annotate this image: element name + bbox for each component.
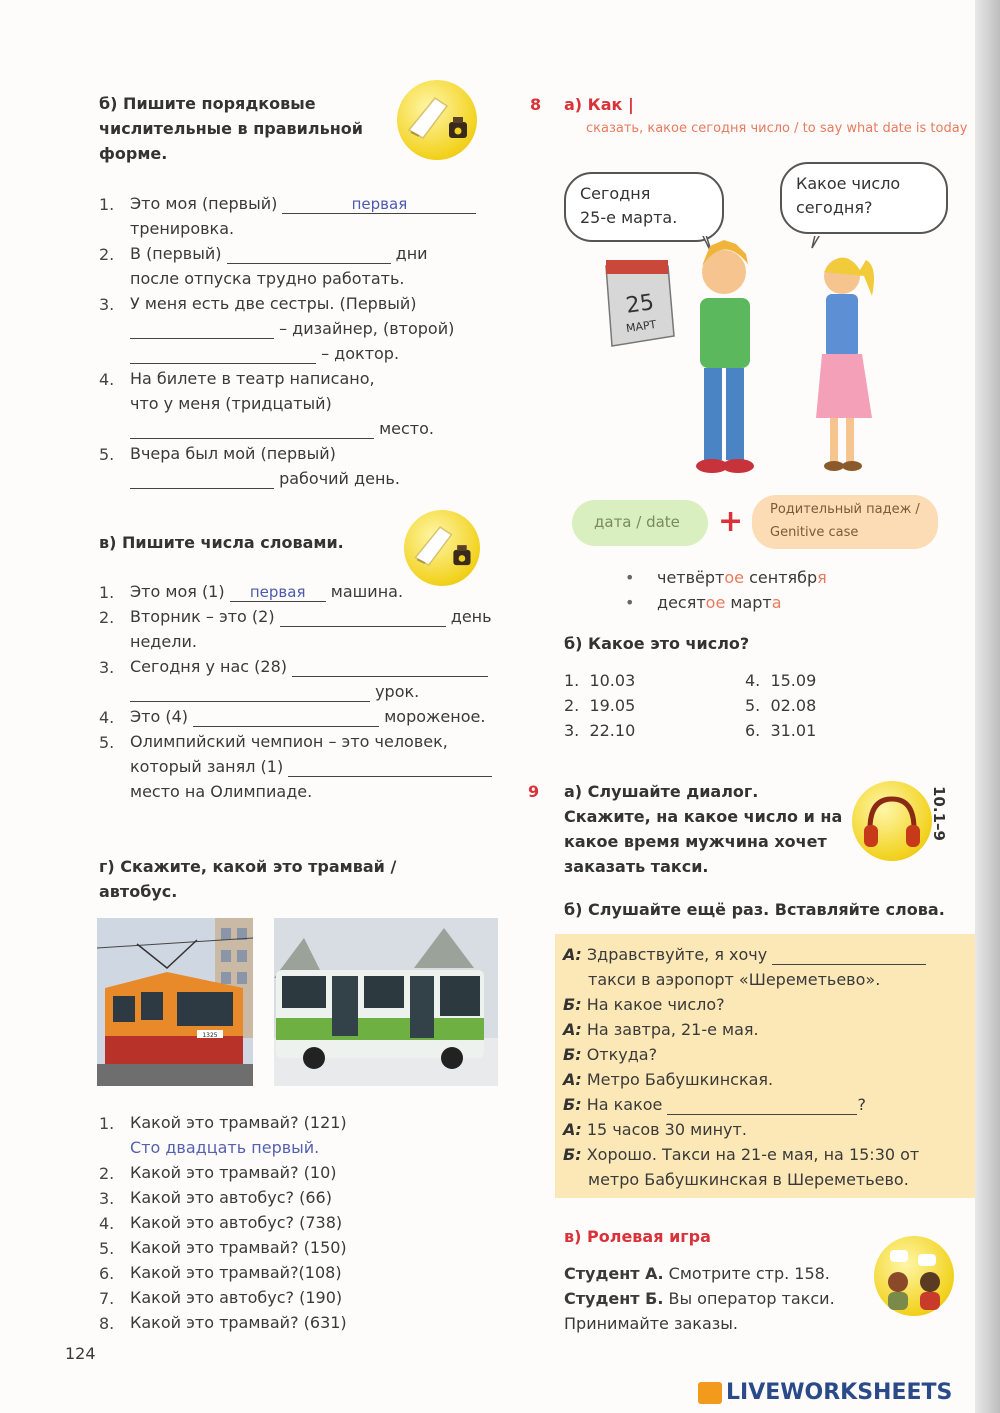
dialog-text: На какое число? (586, 995, 725, 1014)
dialog-speaker: А: (563, 1120, 582, 1139)
ex-b-item-5-line-2 (130, 466, 400, 491)
plus-sign: + (718, 504, 744, 539)
dialog-speaker: А: (563, 945, 582, 964)
date-item-6-number: 6. (745, 721, 761, 740)
ex-v-item-4-tail: мороженое. (379, 707, 486, 726)
speech-bubble-girl-line-2: сегодня? (796, 198, 873, 217)
ex-b-item-3-input-2[interactable] (130, 345, 316, 364)
dialog-speaker: Б: (563, 1095, 582, 1114)
ex-v-item-5-line-2 (130, 754, 492, 779)
dialog-line-6 (563, 1067, 773, 1092)
dialog-line-7 (563, 1092, 866, 1117)
page-number: 124 (65, 1344, 96, 1363)
ex8-subtitle: сказать, какое сегодня число / to say what date is today (586, 121, 968, 136)
bullet: • (625, 568, 635, 587)
illustration-boy-girl-calendar (596, 236, 896, 486)
role-c: Принимайте заказы. (564, 1314, 738, 1333)
ex-v-item-3-input-1[interactable] (292, 658, 488, 677)
dialog-line-10: метро Бабушкинская в Шереметьево. (588, 1170, 909, 1189)
pen-and-ink-icon (397, 80, 477, 160)
liveworksheets-wordmark: LIVEWORKSHEETS (726, 1380, 953, 1405)
role-a-text: Смотрите стр. 158. (663, 1264, 830, 1283)
example-2-ending-2: а (771, 593, 782, 612)
dialog-text: 15 часов 30 минут. (586, 1120, 747, 1139)
audio-track-number: 10.1–9 (930, 786, 948, 841)
ex-b-item-5-number: 5. (99, 445, 115, 464)
date-item-5-number: 5. (745, 696, 761, 715)
tram-photo (97, 918, 253, 1086)
ex-v-item-3 (130, 654, 488, 679)
ex-b-title-line-3: форме. (99, 144, 168, 163)
ex-v-item-1-tail: машина. (325, 582, 404, 601)
speech-bubble-girl (780, 162, 948, 234)
ex-v-item-1-number: 1. (99, 583, 115, 602)
ex-g-item-1-answer: Сто двадцать первый. (130, 1138, 320, 1157)
dialog-speaker: А: (563, 1070, 582, 1089)
ex-v-item-2-tail: день (445, 607, 492, 626)
date-item-2-value: 19.05 (589, 696, 636, 715)
example-1-stem-2: сентябр (744, 568, 818, 587)
ex-b-item-4-line-1: На билете в театр написано, (130, 369, 375, 388)
ex-v-item-3-line-2 (130, 679, 419, 704)
ex-b-item-1-line-2: тренировка. (130, 219, 235, 238)
speech-bubble-boy-line-1: Сегодня (580, 184, 651, 203)
liveworksheets-logo (698, 1380, 988, 1406)
ex-g-item-4-number: 4. (99, 1214, 115, 1233)
dialog-input-1[interactable] (772, 946, 926, 965)
ex9-title-line-3: какое время мужчина хочет (564, 832, 827, 851)
ex-g-item-2-number: 2. (99, 1164, 115, 1183)
ex-g-item-4: Какой это автобус? (738) (130, 1213, 343, 1232)
ex-g-item-5-number: 5. (99, 1239, 115, 1258)
ex-g-item-8-number: 8. (99, 1314, 115, 1333)
speech-bubble-boy (564, 172, 724, 242)
date-item-6-value: 31.01 (770, 721, 817, 740)
role-play-people-icon (874, 1236, 954, 1316)
ex-g-item-6: Какой это трамвай?(108) (130, 1263, 342, 1282)
ex-v-item-1-input[interactable] (230, 583, 326, 602)
ex-g-item-1-number: 1. (99, 1114, 115, 1133)
ex-b-item-1 (130, 191, 476, 216)
ex-b-item-5-line-1: Вчера был мой (первый) (130, 444, 336, 463)
dialog-text-tail: ? (857, 1095, 866, 1114)
date-item-4-value: 15.09 (770, 671, 817, 690)
ex-b-item-3-line-1: У меня есть две сестры. (Первый) (130, 294, 417, 313)
speech-bubble-boy-line-2: 25-е марта. (580, 208, 678, 227)
pill-genitive-case (752, 495, 938, 549)
role-b (564, 1286, 835, 1311)
ex-g-title-line-1: г) Скажите, какой это трамвай / (99, 857, 397, 876)
example-2-stem-2: март (725, 593, 772, 612)
ex-b-item-2-input[interactable] (227, 245, 391, 264)
example-2 (657, 590, 782, 615)
ex-b-item-3-input-1[interactable] (130, 320, 274, 339)
ex-b-title-line-1: б) Пишите порядковые (99, 94, 316, 113)
ex-v-item-4-number: 4. (99, 708, 115, 727)
dialog-text: Метро Бабушкинская. (586, 1070, 774, 1089)
ex-g-item-8: Какой это трамвай? (631) (130, 1313, 347, 1332)
ex-v-item-1-text: Это моя (1) (130, 582, 230, 601)
ex-v-item-2-input[interactable] (280, 608, 446, 627)
dialog-text: Здравствуйте, я хочу (586, 945, 773, 964)
ex9-b-title: б) Слушайте ещё раз. Вставляйте слова. (564, 900, 945, 919)
example-2-ending: ое (705, 593, 726, 612)
ex9-title-line-4: заказать такси. (564, 857, 709, 876)
dialog-speaker: Б: (563, 1145, 582, 1164)
ex-v-item-3-input-2[interactable] (130, 683, 370, 702)
ex-b-item-2-number: 2. (99, 245, 115, 264)
ex8-b-title: б) Какое это число? (564, 634, 750, 653)
ex-v-item-5-number: 5. (99, 733, 115, 752)
ex-g-item-7: Какой это автобус? (190) (130, 1288, 343, 1307)
ex8-number: 8 (530, 95, 542, 114)
role-a-label: Студент А. (564, 1264, 664, 1283)
dialog-speaker: Б: (563, 1045, 582, 1064)
ex-v-item-2 (130, 604, 492, 629)
dialog-speaker: Б: (563, 995, 582, 1014)
calendar-day: 25 (624, 290, 656, 319)
ex-b-item-3-tail: – доктор. (316, 344, 400, 363)
bus-photo (274, 918, 498, 1086)
dialog-input-2[interactable] (667, 1096, 857, 1115)
example-1 (657, 565, 827, 590)
ex-v-item-5-input[interactable] (288, 758, 492, 777)
example-2-stem: десят (657, 593, 706, 612)
dialog-text: На какое (586, 1095, 668, 1114)
date-item-1-number: 1. (564, 671, 580, 690)
speech-bubble-girl-line-1: Какое число (796, 174, 901, 193)
dialog-text: Хорошо. Такси на 21-е мая, на 15:30 от (586, 1145, 920, 1164)
date-item-3-value: 22.10 (589, 721, 636, 740)
ex-v-title: в) Пишите числа словами. (99, 533, 344, 552)
ex9-title-line-2: Скажите, на какое число и на (564, 807, 843, 826)
pill-genitive-line-1: Родительный падеж / (770, 502, 920, 517)
pen-and-ink-icon (404, 510, 480, 586)
ex-b-item-5-tail: рабочий день. (274, 469, 400, 488)
ex-b-item-3-number: 3. (99, 295, 115, 314)
ex9-number: 9 (528, 782, 540, 801)
ex9-v-title: в) Ролевая игра (564, 1227, 711, 1246)
example-1-ending: ое (724, 568, 745, 587)
example-1-ending-2: я (817, 568, 827, 587)
role-b-text: Вы оператор такси. (663, 1289, 835, 1308)
pill-date (572, 500, 708, 546)
ex-b-item-4-input[interactable] (130, 420, 374, 439)
calendar-month: МАРТ (625, 317, 658, 336)
ex-g-item-5: Какой это трамвай? (150) (130, 1238, 347, 1257)
ex-v-item-5-text: который занял (1) (130, 757, 289, 776)
ex-v-item-2-number: 2. (99, 608, 115, 627)
date-item-5 (745, 693, 816, 718)
dialog-line-3 (563, 992, 725, 1017)
ex-v-item-3-number: 3. (99, 658, 115, 677)
date-item-1-value: 10.03 (589, 671, 636, 690)
role-a (564, 1261, 830, 1286)
pill-genitive-line-2: Genitive case (770, 525, 859, 540)
ex-v-item-5-line-1: Олимпийский чемпион – это человек, (130, 732, 448, 751)
ex9-title-line-1: а) Слушайте диалог. (564, 782, 759, 801)
ex-g-item-2: Какой это трамвай? (10) (130, 1163, 337, 1182)
ex-g-item-1: Какой это трамвай? (121) (130, 1113, 347, 1132)
ex-g-item-3: Какой это автобус? (66) (130, 1188, 332, 1207)
date-item-3 (564, 718, 635, 743)
date-item-5-value: 02.08 (770, 696, 817, 715)
role-b-label: Студент Б. (564, 1289, 664, 1308)
dialog-line-1 (563, 942, 926, 967)
ex-v-item-4-text: Это (4) (130, 707, 194, 726)
ex-g-item-6-number: 6. (99, 1264, 115, 1283)
tram-number-plate: 1325 (202, 1032, 218, 1039)
ex-v-item-3-tail: урок. (370, 682, 420, 701)
dialog-line-9 (563, 1142, 919, 1167)
ex-v-item-1 (130, 579, 403, 604)
ex-b-item-2-tail: дни (390, 244, 428, 263)
ex-b-item-4-line-2: что у меня (тридцатый) (130, 394, 332, 413)
ex-b-item-3-line-2 (130, 316, 454, 341)
ex-g-title-line-2: автобус. (99, 882, 178, 901)
dialog-text: Откуда? (586, 1045, 658, 1064)
ex-b-item-1-number: 1. (99, 195, 115, 214)
date-item-1 (564, 668, 635, 693)
ex-b-item-1-input[interactable] (282, 195, 476, 214)
ex-g-item-3-number: 3. (99, 1189, 115, 1208)
ex-b-item-1-text: Это моя (первый) (130, 194, 283, 213)
ex8-title: а) Как | (564, 95, 634, 114)
ex-v-item-5-line-3: место на Олимпиаде. (130, 782, 313, 801)
dialog-speaker: А: (563, 1020, 582, 1039)
dialog-line-2: такси в аэропорт «Шереметьево». (588, 970, 881, 989)
bullet: • (625, 593, 635, 612)
ex-b-title-line-2: числительные в правильной (99, 119, 363, 138)
dialog-line-5 (563, 1042, 657, 1067)
dialog-line-8 (563, 1117, 747, 1142)
headphones-icon[interactable] (852, 781, 932, 861)
ex-b-item-2 (130, 241, 428, 266)
pill-date-label: дата / date (594, 513, 680, 531)
ex-v-item-3-text: Сегодня у нас (28) (130, 657, 293, 676)
dialog-line-4 (563, 1017, 759, 1042)
ex-v-item-4 (130, 704, 485, 729)
ex-v-item-2-line-2: недели. (130, 632, 197, 651)
date-item-2-number: 2. (564, 696, 580, 715)
ex-g-item-7-number: 7. (99, 1289, 115, 1308)
ex-b-item-3-mid: – дизайнер, (второй) (274, 319, 455, 338)
ex-b-item-3-line-3 (130, 341, 399, 366)
liveworksheets-logo-icon (698, 1382, 722, 1404)
ex-v-item-4-input[interactable] (193, 708, 379, 727)
ex-b-item-5-input[interactable] (130, 470, 274, 489)
ex-v-item-2-text: Вторник – это (2) (130, 607, 280, 626)
example-1-stem: четвёрт (657, 568, 725, 587)
date-item-6 (745, 718, 816, 743)
ex-b-item-4-number: 4. (99, 370, 115, 389)
book-spine-shadow (975, 0, 1000, 1413)
date-item-4-number: 4. (745, 671, 761, 690)
ex-b-item-4-tail: место. (374, 419, 434, 438)
dialog-text: На завтра, 21-е мая. (586, 1020, 759, 1039)
date-item-3-number: 3. (564, 721, 580, 740)
date-item-2 (564, 693, 635, 718)
date-item-4 (745, 668, 816, 693)
ex-b-item-4-line-3 (130, 416, 434, 441)
ex-b-item-2-text: В (первый) (130, 244, 227, 263)
ex-b-item-2-line-2: после отпуска трудно работать. (130, 269, 405, 288)
